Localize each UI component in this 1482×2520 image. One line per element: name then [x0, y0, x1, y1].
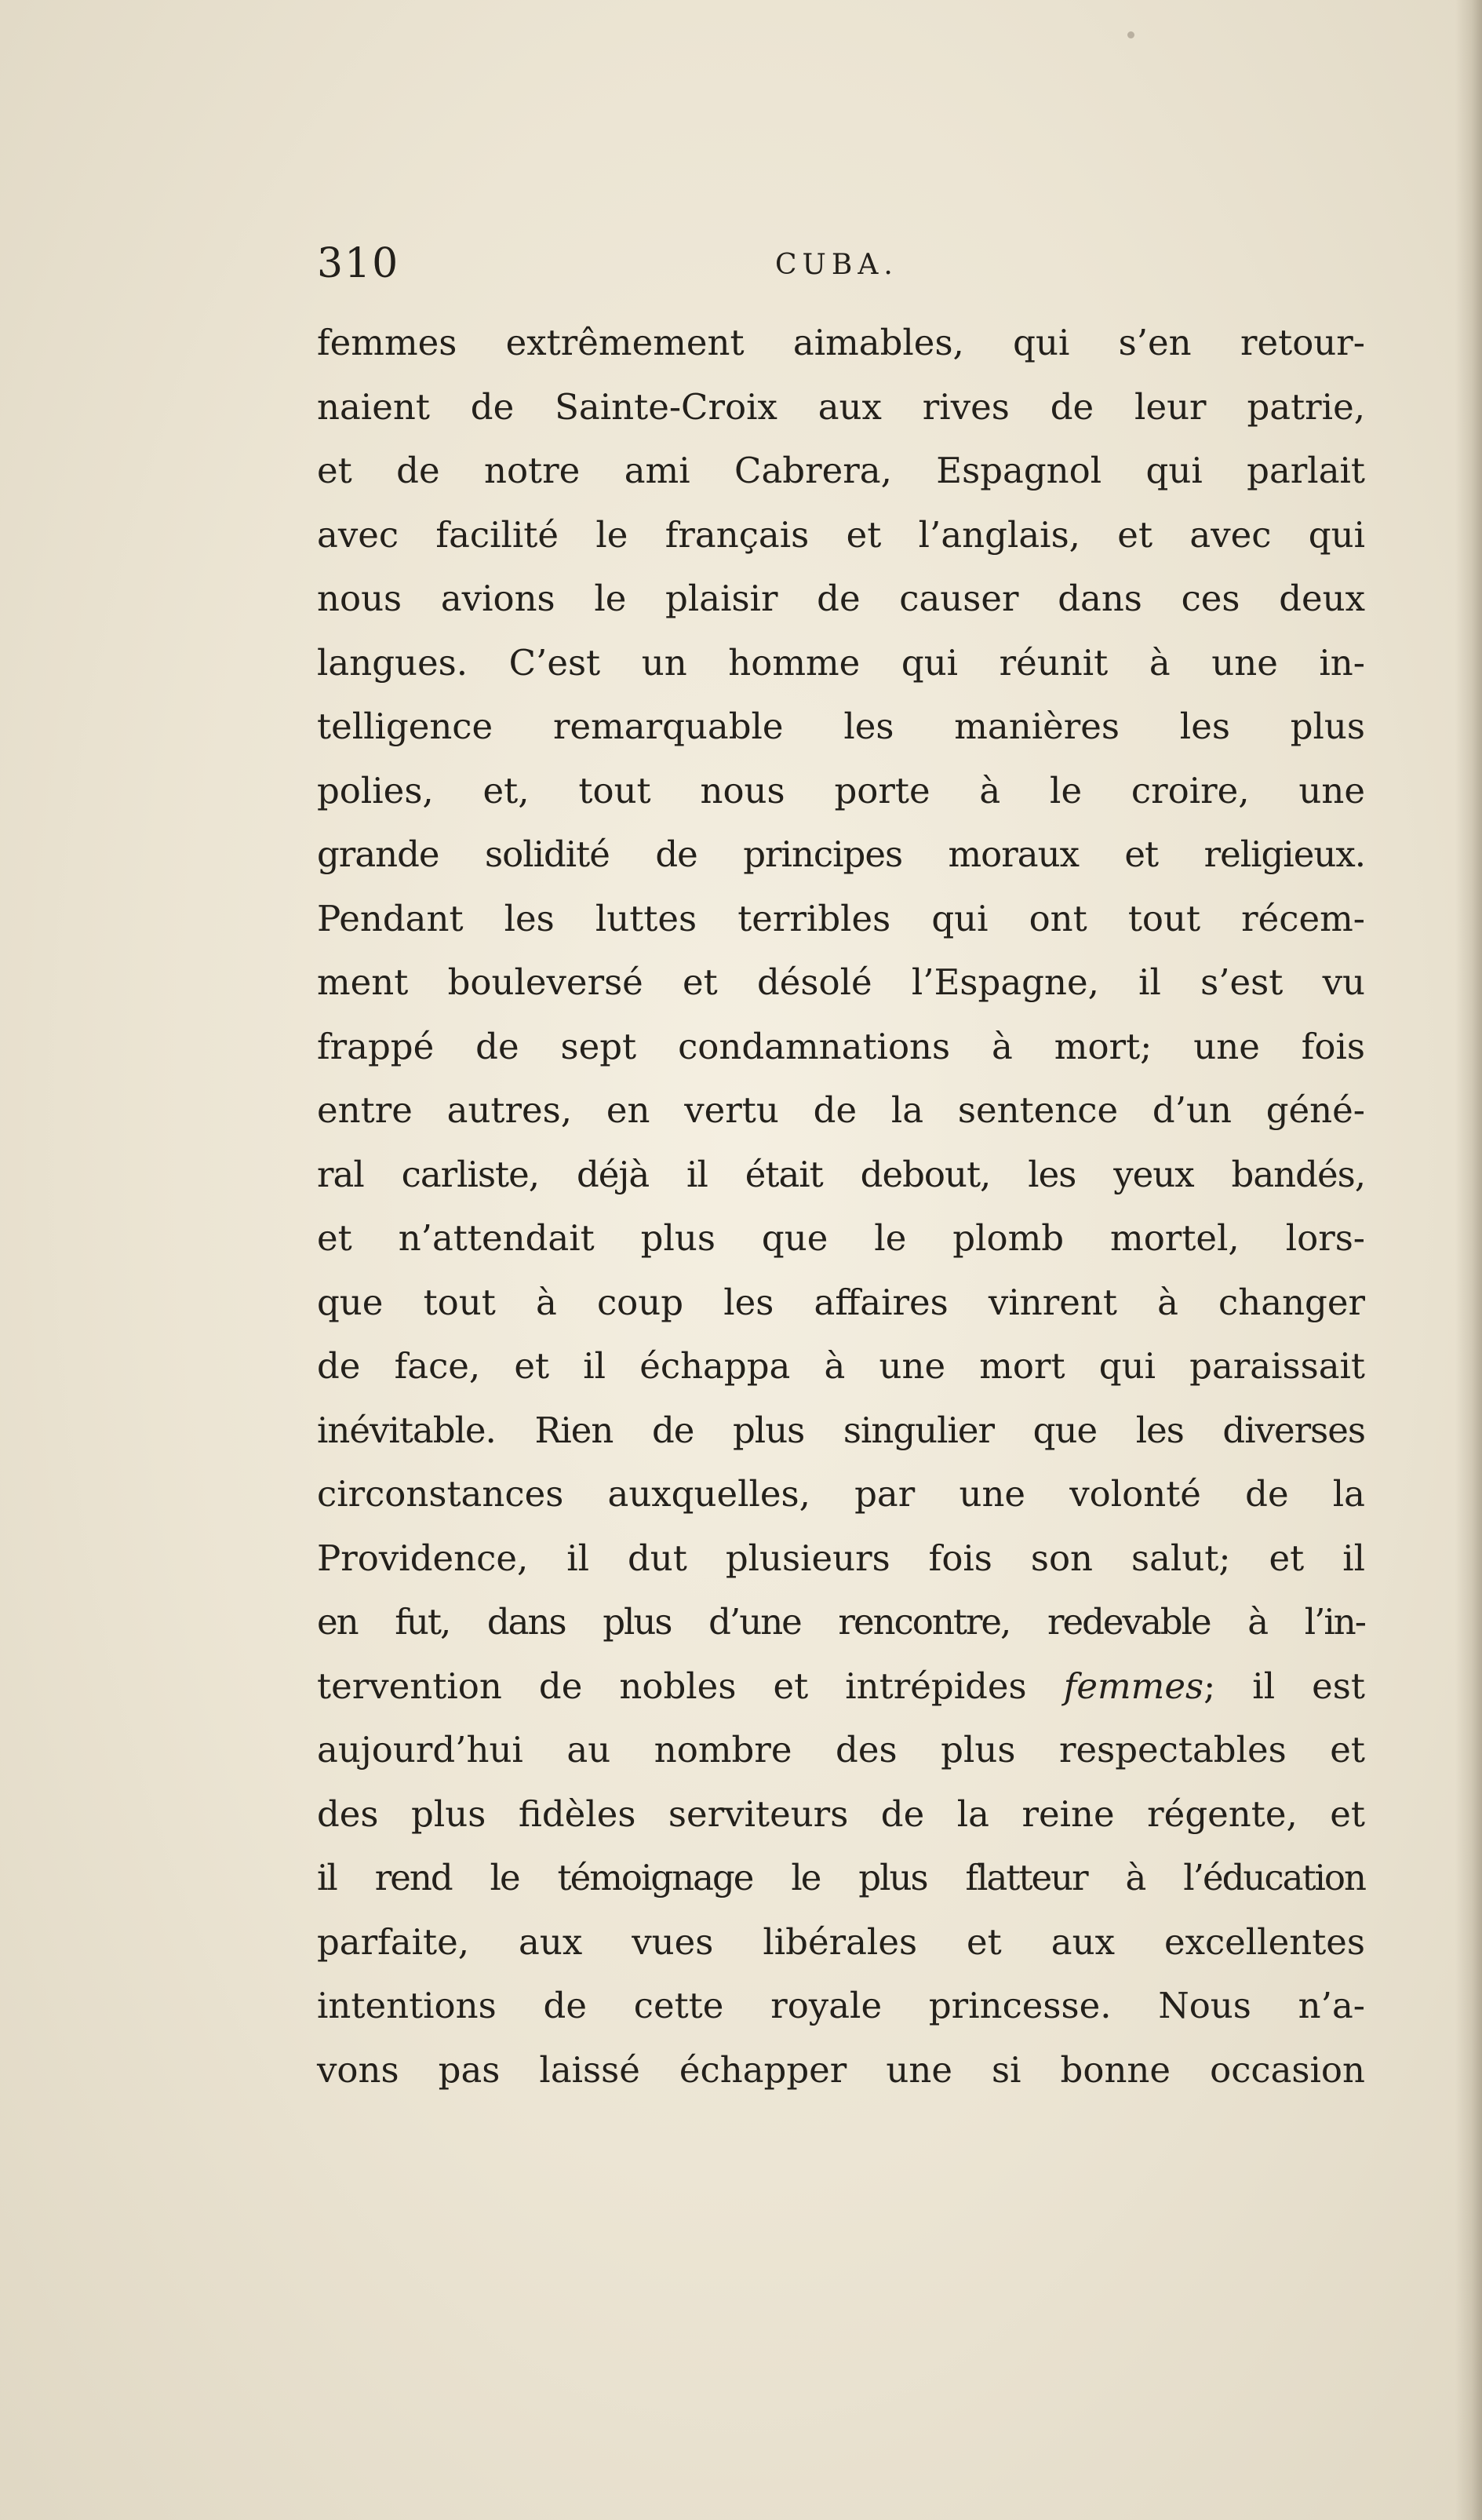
- text-line-9: grande solidité de principes moraux et religieux.: [317, 833, 1365, 875]
- text-line-20: Providence, il dut plusieurs fois son salut; et il: [317, 1537, 1365, 1579]
- text-line-5: nous avions le plaisir de causer dans ces deux: [317, 578, 1365, 619]
- page-header: [317, 235, 1365, 306]
- running-head: CUBA.: [775, 249, 898, 281]
- page-number: 310: [317, 240, 400, 287]
- text-line-19: circonstances auxquelles, par une volonté de la: [317, 1473, 1365, 1515]
- text-line-4: avec facilité le français et l’anglais, et avec qui: [317, 513, 1365, 556]
- text-line-25: il rend le témoignage le plus flatteur à l’éducation: [317, 1857, 1365, 1898]
- text-line-28: vons pas laissé échapper une si bonne occasion: [317, 2048, 1365, 2091]
- text-line-15: et n’attendait plus que le plomb mortel, lors-: [317, 1217, 1365, 1259]
- text-line-22-after: ; il est: [1203, 1665, 1365, 1707]
- text-line-27: intentions de cette royale princesse. Nous n’a-: [317, 1985, 1365, 2026]
- text-line-22-before: tervention de nobles et intrépides: [317, 1665, 1064, 1707]
- paper-speck: [1127, 31, 1134, 38]
- text-line-3: et de notre ami Cabrera, Espagnol qui parlait: [317, 450, 1365, 491]
- body-text: [317, 311, 1365, 2102]
- text-line-22: [317, 1654, 1365, 1719]
- text-line-11: ment bouleversé et désolé l’Espagne, il s’est vu: [317, 961, 1365, 1003]
- italic-word: femmes: [1063, 1665, 1204, 1707]
- text-line-18: inévitable. Rien de plus singulier que les diverses: [317, 1409, 1365, 1451]
- page-edge-shadow: [1455, 0, 1482, 2520]
- text-line-2: naient de Sainte-Croix aux rives de leur patrie,: [317, 385, 1365, 428]
- text-line-10: Pendant les luttes terribles qui ont tout récem-: [317, 897, 1365, 939]
- text-line-23: aujourd’hui au nombre des plus respectables et: [317, 1729, 1365, 1771]
- text-line-7: telligence remarquable les manières les plus: [317, 706, 1365, 747]
- text-line-14: ral carliste, déjà il était debout, les yeux bandés,: [317, 1153, 1365, 1195]
- text-line-17: de face, et il échappa à une mort qui paraissait: [317, 1345, 1365, 1387]
- text-line-21: en fut, dans plus d’une rencontre, redevable à l’in-: [317, 1601, 1365, 1643]
- text-line-13: entre autres, en vertu de la sentence d’un géné-: [317, 1089, 1365, 1131]
- text-line-26: parfaite, aux vues libérales et aux excellentes: [317, 1920, 1365, 1963]
- text-line-1: femmes extrêmement aimables, qui s’en retour-: [317, 322, 1365, 363]
- text-line-12: frappé de sept condamnations à mort; une fois: [317, 1025, 1365, 1067]
- text-line-24: des plus fidèles serviteurs de la reine régente, et: [317, 1792, 1365, 1835]
- text-line-8: polies, et, tout nous porte à le croire, une: [317, 769, 1365, 811]
- text-line-16: que tout à coup les affaires vinrent à changer: [317, 1281, 1365, 1323]
- text-line-6: langues. C’est un homme qui réunit à une in-: [317, 641, 1365, 684]
